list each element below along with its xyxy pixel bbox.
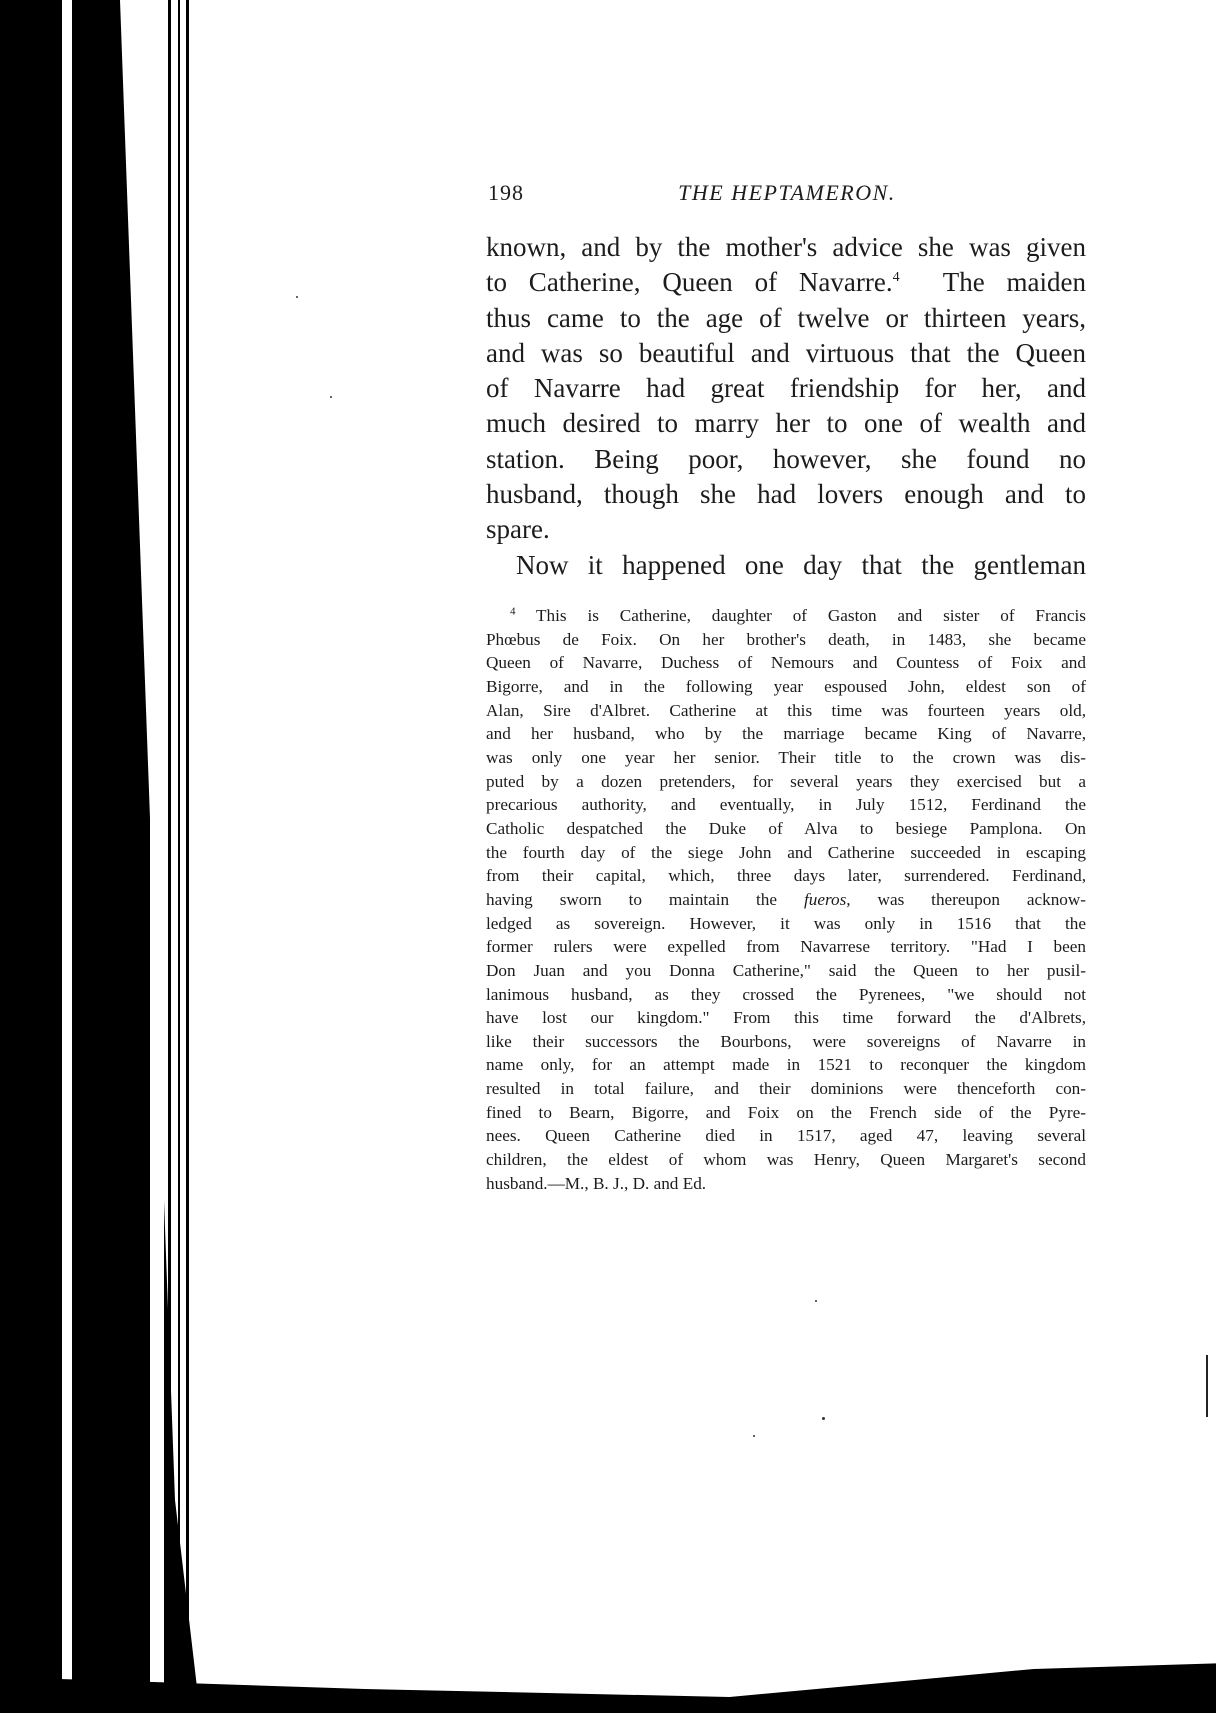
running-title: THE HEPTAMERON. <box>678 180 896 205</box>
footnote-line: Phœbus de Foix. On her brother's death, in 1483, she became <box>486 629 1086 649</box>
footnote-line: puted by a dozen pretenders, for several years they exercised but a <box>486 771 1086 791</box>
footnote-line: fined to Bearn, Bigorre, and Foix on the French side of the Pyre- <box>486 1102 1086 1122</box>
footnote-line: Alan, Sire d'Albret. Catherine at this time was fourteen years old, <box>486 700 1086 720</box>
scan-speck <box>815 1300 817 1302</box>
body-line: to Catherine, Queen of Navarre.$^4$ The maiden <box>486 267 1086 298</box>
body-line: spare. <box>486 514 550 545</box>
italic-term: fueros, <box>803 889 851 909</box>
body-text <box>486 230 1086 583</box>
page-edge-mark <box>1206 1355 1208 1417</box>
body-line: thus came to the age of twelve or thirteen years, <box>486 302 1086 333</box>
footnote-line: Don Juan and you Donna Catherine," said the Queen to her pusil- <box>486 960 1086 980</box>
footnote-line: Queen of Navarre, Duchess of Nemours and Countess of Foix and <box>486 653 1086 673</box>
footnote-line: the fourth day of the siege John and Catherine succeeded in escaping <box>486 842 1086 862</box>
footnote-reference: 4 <box>892 270 900 286</box>
page-number: 198 <box>488 180 524 205</box>
body-line: husband, though she had lovers enough and to <box>486 479 1086 510</box>
footnote-line: and her husband, who by the marriage became King of Navarre, <box>486 724 1086 744</box>
footnote-marker: 4 <box>510 605 516 618</box>
footnote-line: husband.—M., B. J., D. and Ed. <box>486 1173 707 1193</box>
footnote-line: have lost our kingdom." From this time forward the d'Albrets, <box>486 1008 1086 1028</box>
running-head <box>488 180 1086 214</box>
footnote-line: Catholic despatched the Duke of Alva to besiege Pamplona. On <box>486 818 1086 838</box>
footnote-line: former rulers were expelled from Navarrese territory. "Had I been <box>486 937 1086 957</box>
footnote-line: Bigorre, and in the following year espoused John, eldest son of <box>486 676 1086 696</box>
scan-speck <box>296 296 298 298</box>
footnote-line: lanimous husband, as they crossed the Pyrenees, "we should not <box>486 984 1086 1004</box>
body-line: of Navarre had great friendship for her, and <box>486 373 1086 404</box>
footnote-line: was only one year her senior. Their title to the crown was dis- <box>486 747 1086 767</box>
footnote-line: $^4$ This is Catherine, daughter of Gaston and sister of Francis <box>510 605 1086 625</box>
footnote-line: precarious authority, and eventually, in July 1512, Ferdinand the <box>486 795 1086 815</box>
scan-speck <box>753 1435 755 1437</box>
footnote-line: nees. Queen Catherine died in 1517, aged 47, leaving several <box>486 1126 1086 1146</box>
body-line: station. Being poor, however, she found no <box>486 443 1086 474</box>
scan-speck <box>330 396 332 398</box>
footnote-line: name only, for an attempt made in 1521 to reconquer the kingdom <box>486 1055 1086 1075</box>
body-line: and was so beautiful and virtuous that the Queen <box>486 337 1086 368</box>
book-binding-shadow <box>0 0 210 1713</box>
body-line: much desired to marry her to one of wealth and <box>486 408 1086 439</box>
footnote-line: like their successors the Bourbons, were sovereigns of Navarre in <box>486 1031 1086 1051</box>
footnote-line: from their capital, which, three days later, surrendered. Ferdinand, <box>486 866 1086 886</box>
footnote-line: children, the eldest of whom was Henry, Queen Margaret's second <box>486 1150 1086 1170</box>
footnote-line: ledged as sovereign. However, it was only in 1516 that the <box>486 913 1086 933</box>
footnote <box>486 604 1086 1195</box>
body-line: known, and by the mother's advice she was given <box>486 232 1086 262</box>
body-line-indented: Now it happened one day that the gentleman <box>516 549 1086 580</box>
footnote-line: having sworn to maintain the fueros, was thereupon acknow- <box>486 889 1087 909</box>
footnote-line: resulted in total failure, and their dominions were thenceforth con- <box>486 1079 1086 1099</box>
scan-speck <box>822 1417 825 1420</box>
